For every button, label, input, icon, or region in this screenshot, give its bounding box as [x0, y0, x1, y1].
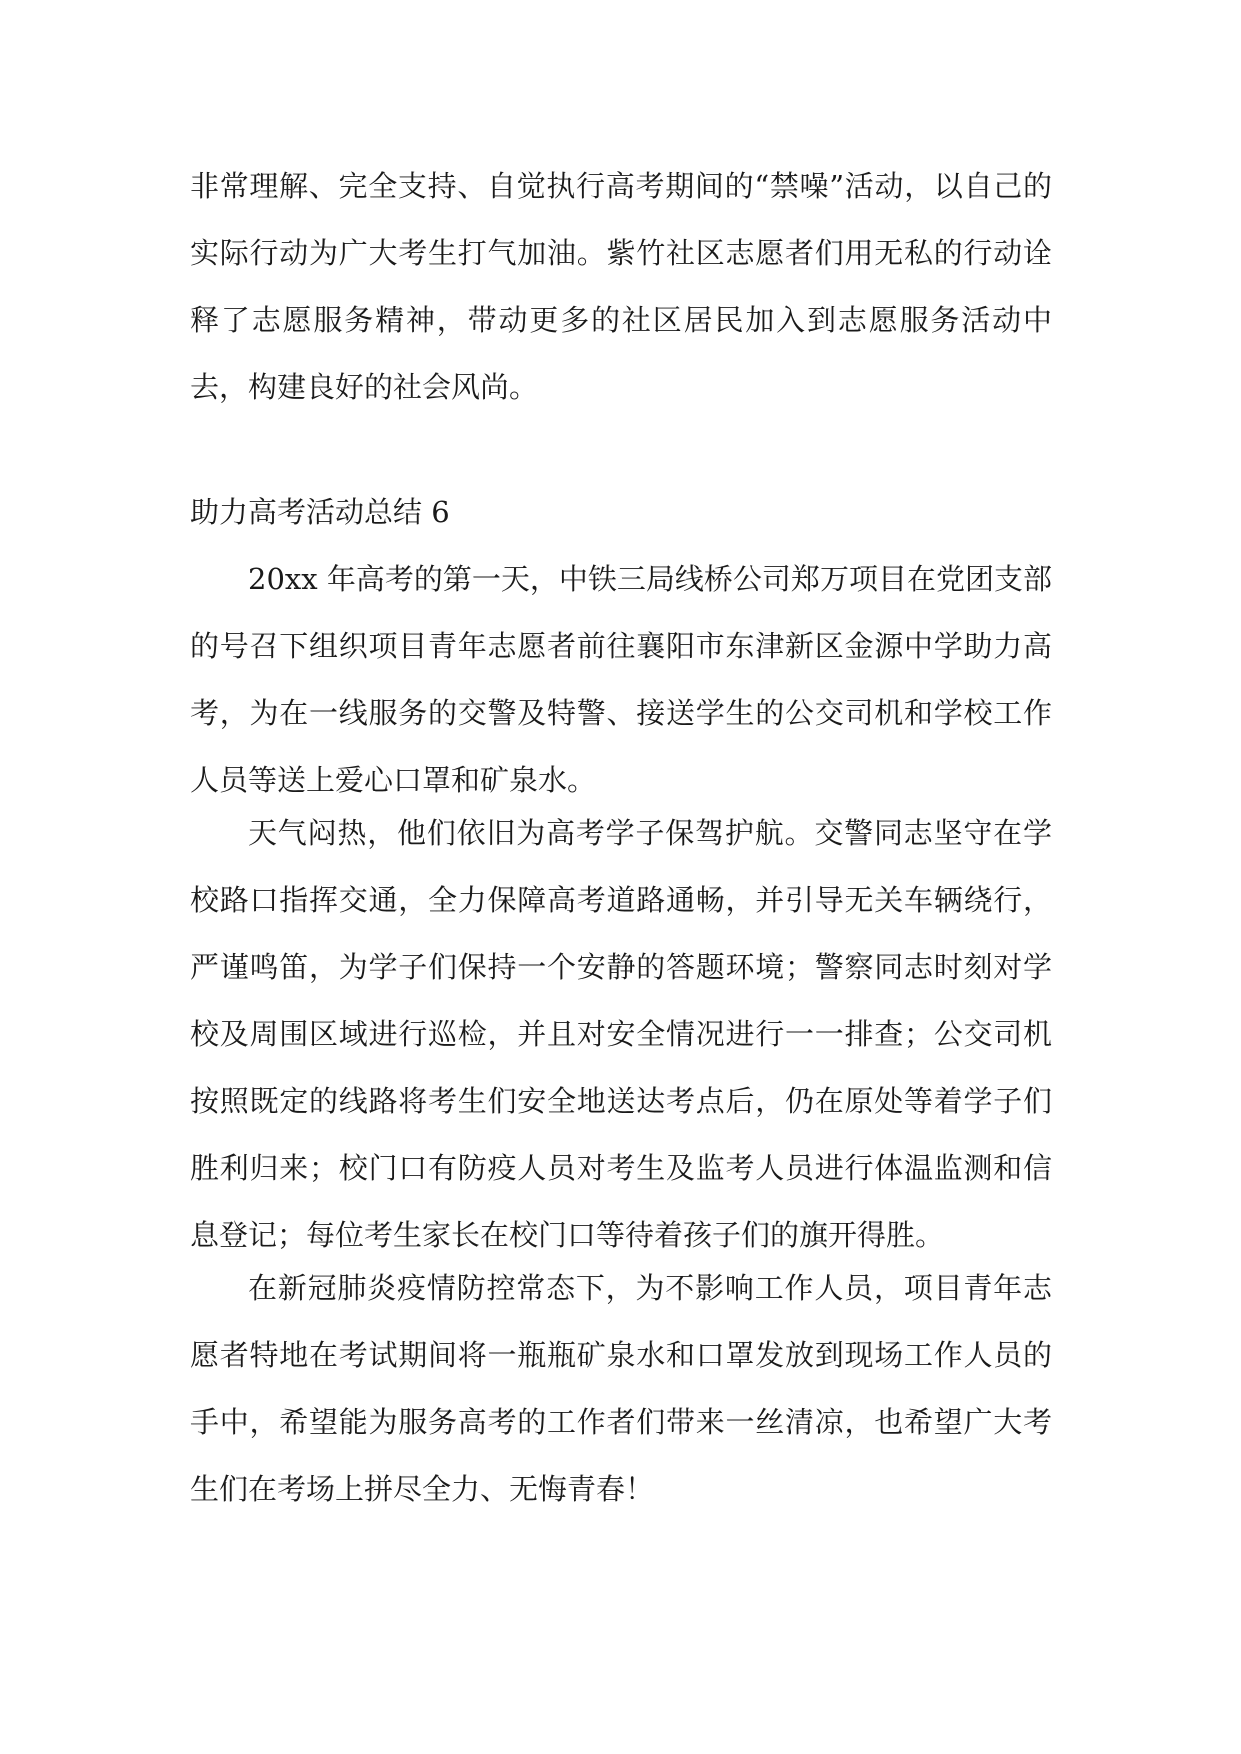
section-heading: 助力高考活动总结 6: [190, 495, 450, 529]
body-paragraph-3: 在新冠肺炎疫情防控常态下，为不影响工作人员，项目青年志愿者特地在考试期间将一瓶瓶矿泉水和口罩发放到现场工作人员的手中，希望能为服务高考的工作者们带来一丝清凉，也希望广大考生们在考场上拼尽全力、无悔青春！: [190, 1271, 1052, 1506]
intro-paragraph: 非常理解、完全支持、自觉执行高考期间的“禁噪”活动，以自己的实际行动为广大考生打气加油。紫竹社区志愿者们用无私的行动诠释了志愿服务精神，带动更多的社区居民加入到志愿服务活动中去，构建良好的社会风尚。: [190, 169, 1052, 404]
body-paragraph-2: 天气闷热，他们依旧为高考学子保驾护航。交警同志坚守在学校路口指挥交通，全力保障高考道路通畅，并引导无关车辆绕行，严谨鸣笛，为学子们保持一个安静的答题环境；警察同志时刻对学校及周围区域进行巡检，并且对安全情况进行一一排查；公交司机按照既定的线路将考生们安全地送达考点后，仍在原处等着学子们胜利归来；校门口有防疫人员对考生及监考人员进行体温监测和信息登记；每位考生家长在校门口等待着孩子们的旗开得胜。: [190, 816, 1052, 1252]
body-paragraph-1: 20xx 年高考的第一天，中铁三局线桥公司郑万项目在党团支部的号召下组织项目青年志愿者前往襄阳市东津新区金源中学助力高考，为在一线服务的交警及特警、接送学生的公交司机和学校工作人员等送上爱心口罩和矿泉水。: [190, 562, 1052, 797]
